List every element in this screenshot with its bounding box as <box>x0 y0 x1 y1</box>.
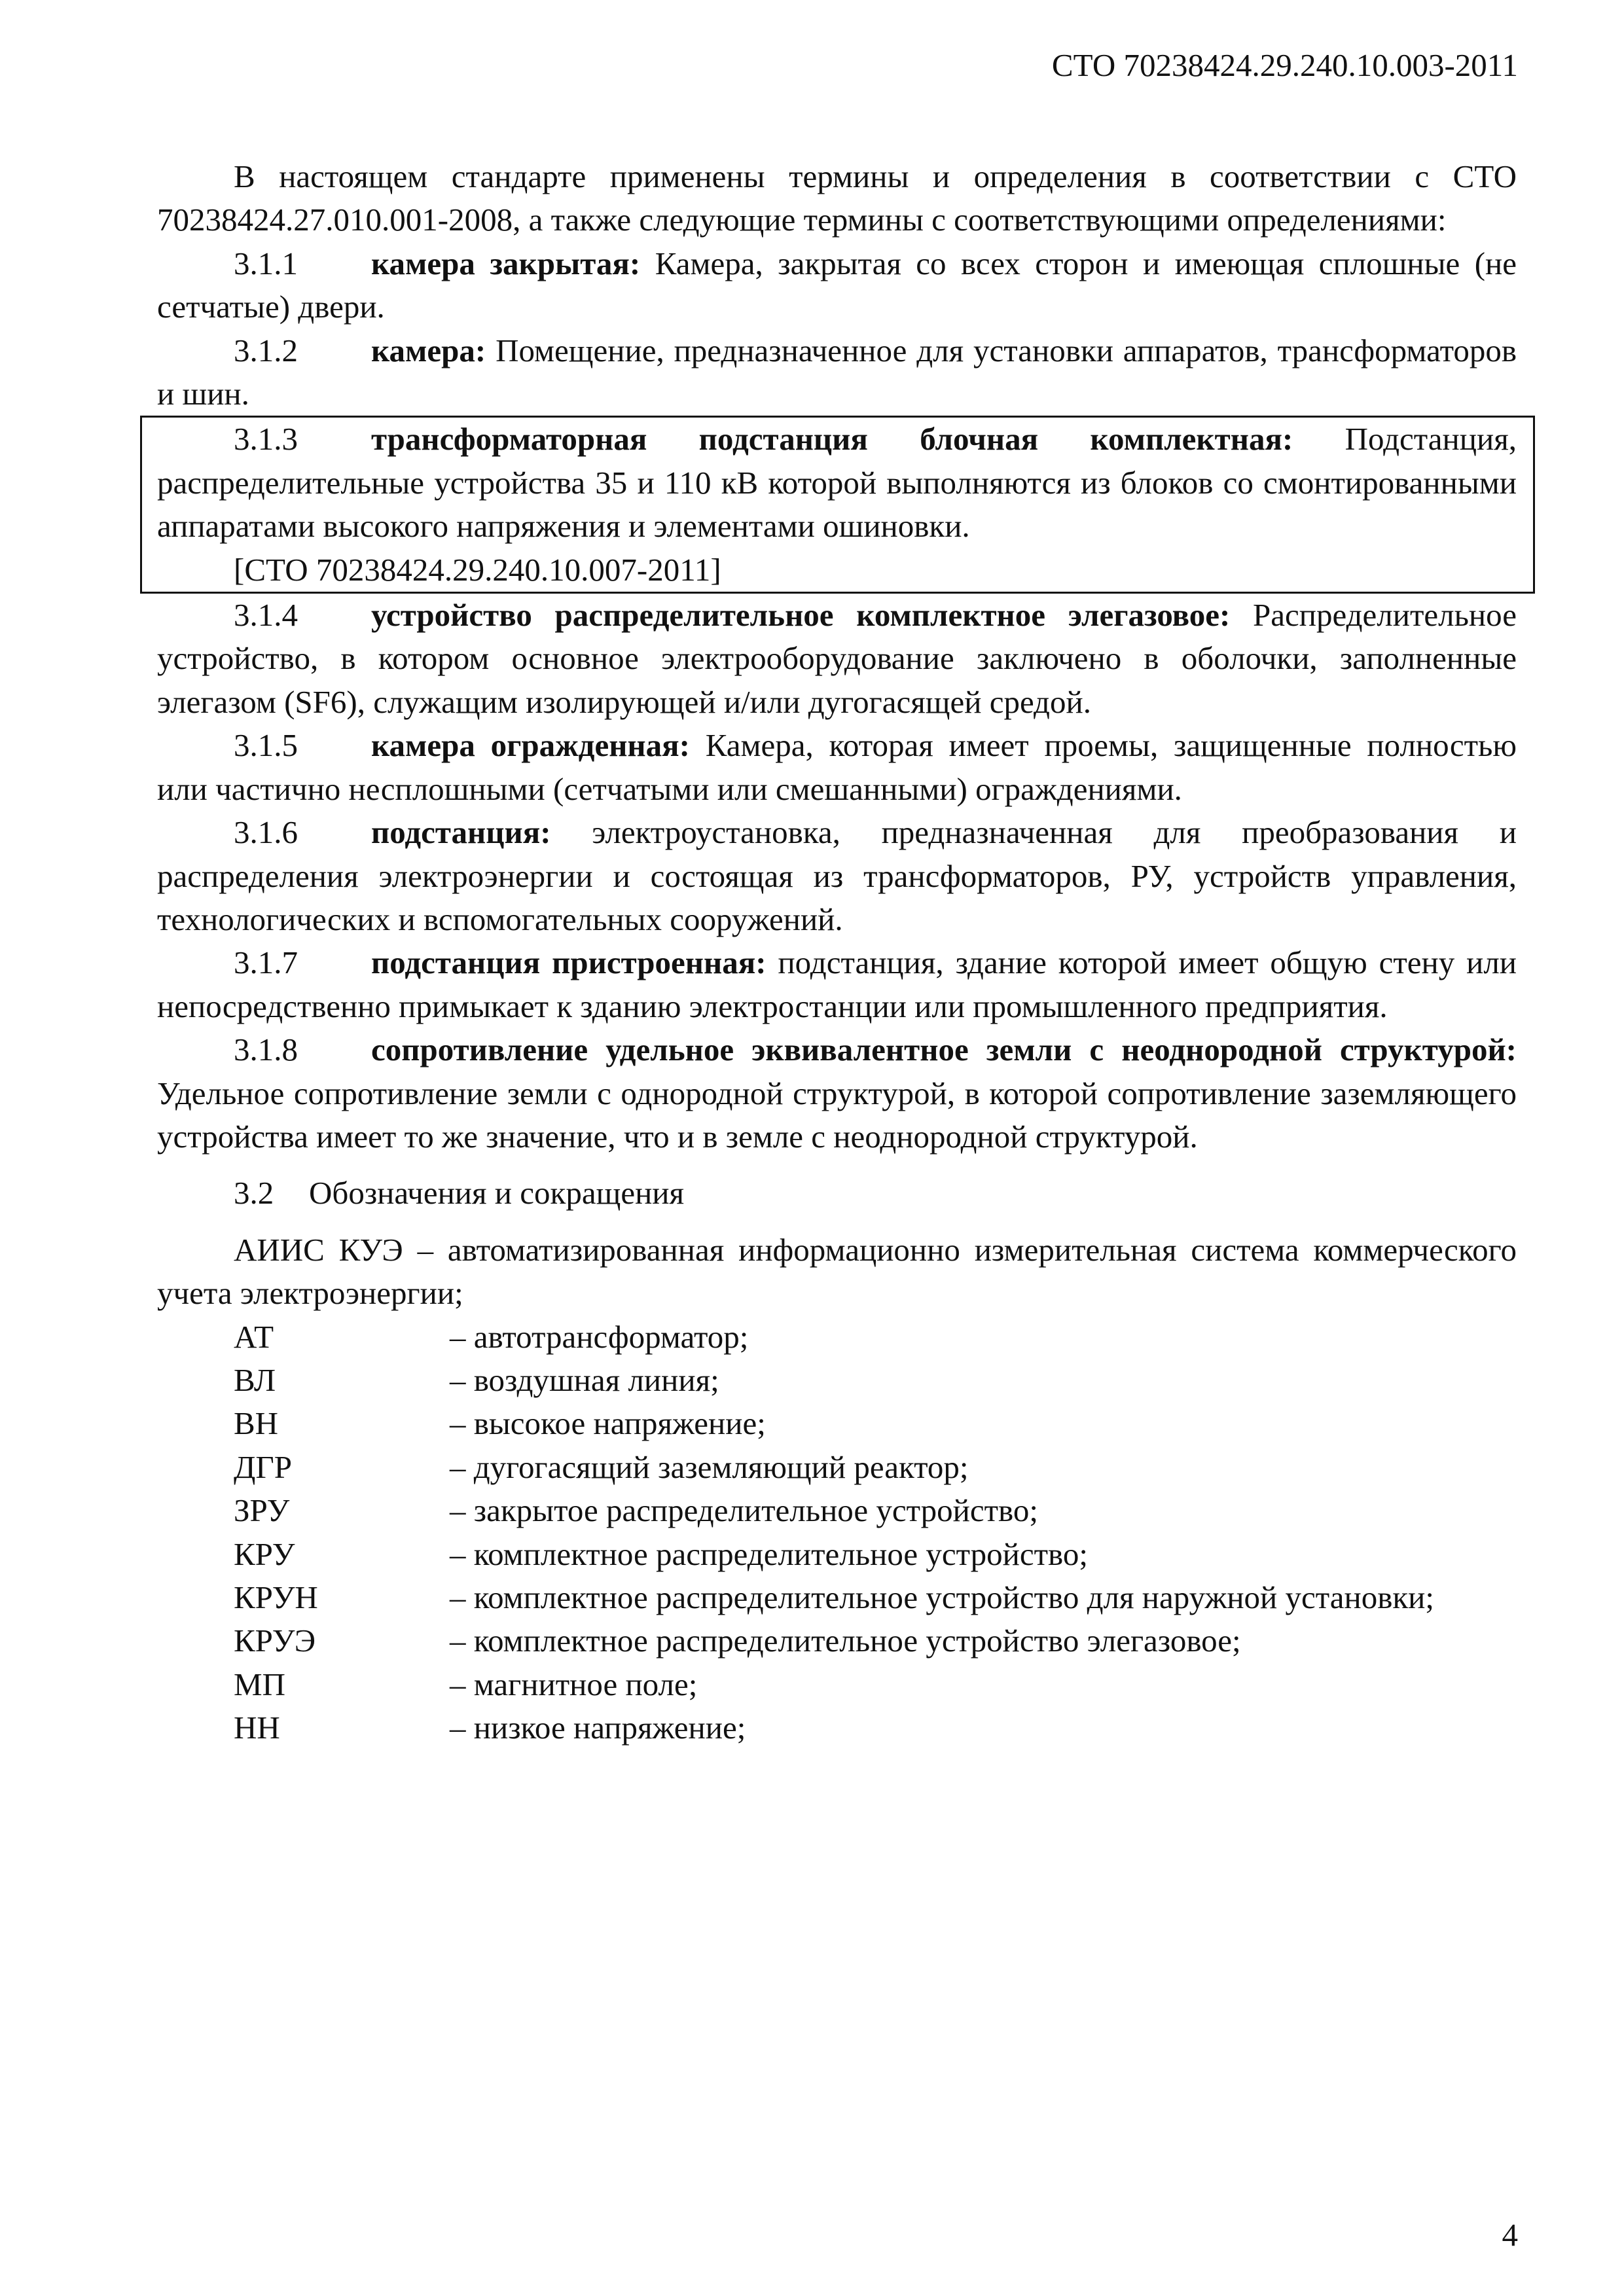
abbreviation-value: – автотрансформатор; <box>450 1318 749 1355</box>
term-number: 3.1.2 <box>234 332 298 368</box>
term-name: камера: <box>371 332 486 368</box>
term-name: камера закрытая: <box>371 245 641 281</box>
term-3-1-4 <box>157 594 1517 724</box>
highlighted-term-box <box>140 416 1535 594</box>
abbreviation-key: НН <box>234 1710 280 1746</box>
term-3-1-7 <box>157 941 1517 1028</box>
term-definition: электроустановка, предназначенная для преобразования и распределения электроэнергии и состоящая из трансформаторов, РУ, устройств управления, технологических и вспомогательных сооружений. <box>157 814 1517 937</box>
abbreviation-value: – дугогасящий заземляющий реактор; <box>450 1448 969 1485</box>
term-3-1-1 <box>157 242 1517 329</box>
intro-paragraph: В настоящем стандарте применены термины и определения в соответствии с СТО 70238424.27.010.001-2008, а также следующие термины с соответствующими определениями: <box>157 158 1517 238</box>
abbreviation-aiis-kue: АИИС КУЭ – автоматизированная информационно измерительная система коммерческого учета электроэнергии; <box>157 1231 1517 1312</box>
abbreviation-value: – закрытое распределительное устройство; <box>450 1492 1038 1529</box>
abbreviation-value: – высокое напряжение; <box>450 1405 766 1442</box>
term-number: 3.1.7 <box>234 944 298 981</box>
term-name: трансформаторная подстанция блочная комплектная: <box>371 421 1293 457</box>
term-definition: Удельное сопротивление земли с однородной структурой, в которой сопротивление заземляющего устройства имеет то же значение, что и в земле с неоднородной структурой. <box>157 1075 1517 1155</box>
abbreviation-key: КРУН <box>234 1579 318 1615</box>
abbreviation-value: – низкое напряжение; <box>450 1710 746 1746</box>
term-definition: Подстанция, распределительные устройства 35 и 110 кВ которой выполняются из блоков со смонтированными аппаратами высокого напряжения и элементами ошиновки. <box>157 421 1517 545</box>
term-number: 3.1.4 <box>234 597 298 634</box>
term-3-1-8 <box>157 1028 1517 1158</box>
term-definition: Распределительное устройство, в котором основное электрооборудование заключено в оболочки, заполненные элегазом (SF6), служащим изолирующей и/или дугогасящей средой. <box>157 597 1517 720</box>
abbreviation-key: КРУ <box>234 1535 295 1572</box>
term-3-1-6 <box>157 811 1517 941</box>
term-number: 3.1.8 <box>234 1031 298 1068</box>
term-number: 3.1.5 <box>234 727 298 764</box>
term-3-1-5 <box>157 724 1517 811</box>
abbreviation-key: ДГР <box>234 1448 293 1485</box>
abbreviation-row <box>157 1489 1517 1532</box>
term-name: камера огражденная: <box>371 727 690 764</box>
abbreviation-value: – комплектное распределительное устройство; <box>450 1535 1088 1572</box>
term-number: 3.1.6 <box>234 814 298 851</box>
document-code-header: СТО 70238424.29.240.10.003-2011 <box>1051 47 1518 83</box>
section-heading <box>157 1172 1517 1215</box>
abbreviation-value: – комплектное распределительное устройство элегазовое; <box>450 1623 1241 1659</box>
abbreviation-key: ЗРУ <box>234 1492 290 1529</box>
page-number: 4 <box>1502 2217 1518 2253</box>
abbreviation-row-long <box>157 1576 1517 1619</box>
term-3-1-2 <box>157 329 1517 416</box>
spacer <box>157 1158 1517 1172</box>
spacer <box>157 1215 1517 1229</box>
section-number: 3.2 <box>234 1175 274 1211</box>
abbreviation-row <box>157 1402 1517 1445</box>
abbreviation-value: – воздушная линия; <box>450 1361 719 1398</box>
term-3-1-3 <box>157 418 1517 548</box>
term-name: подстанция пристроенная: <box>371 944 767 981</box>
term-reference: [СТО 70238424.29.240.10.007-2011] <box>234 551 721 588</box>
term-definition: Помещение, предназначенное для установки аппаратов, трансформаторов и шин. <box>157 332 1517 412</box>
term-definition: Камера, закрытая со всех сторон и имеющая сплошные (не сетчатые) двери. <box>157 245 1517 325</box>
term-number: 3.1.3 <box>234 421 298 457</box>
abbreviation-row <box>157 1706 1517 1749</box>
abbreviation-value: – магнитное поле; <box>450 1666 698 1702</box>
abbreviation-key: МП <box>234 1666 285 1702</box>
abbreviation-value: – комплектное распределительное устройство для наружной установки; <box>450 1579 1435 1615</box>
abbreviation-row <box>157 1533 1517 1576</box>
abbreviation-row <box>157 1619 1517 1662</box>
abbreviation-row <box>157 1446 1517 1489</box>
abbreviation-key: АТ <box>234 1318 274 1355</box>
term-definition: подстанция, здание которой имеет общую стену или непосредственно примыкает к зданию электростанции или промышленного предприятия. <box>157 944 1517 1024</box>
term-name: подстанция: <box>371 814 551 851</box>
abbreviation-key: ВН <box>234 1405 279 1442</box>
page-content <box>157 155 1517 1750</box>
abbreviation-row <box>157 1663 1517 1706</box>
term-number: 3.1.1 <box>234 245 298 281</box>
term-name: сопротивление удельное эквивалентное земли с неоднородной структурой: <box>371 1031 1517 1068</box>
abbreviation-row <box>157 1316 1517 1359</box>
term-name: устройство распределительное комплектное элегазовое: <box>371 597 1231 634</box>
section-title: Обозначения и сокращения <box>309 1175 685 1211</box>
abbreviation-key: КРУЭ <box>234 1623 316 1659</box>
abbreviation-key: ВЛ <box>234 1361 276 1398</box>
abbreviation-row <box>157 1359 1517 1402</box>
term-definition: Камера, которая имеет проемы, защищенные полностью или частично несплошными (сетчатыми или смешанными) ограждениями. <box>157 727 1517 807</box>
